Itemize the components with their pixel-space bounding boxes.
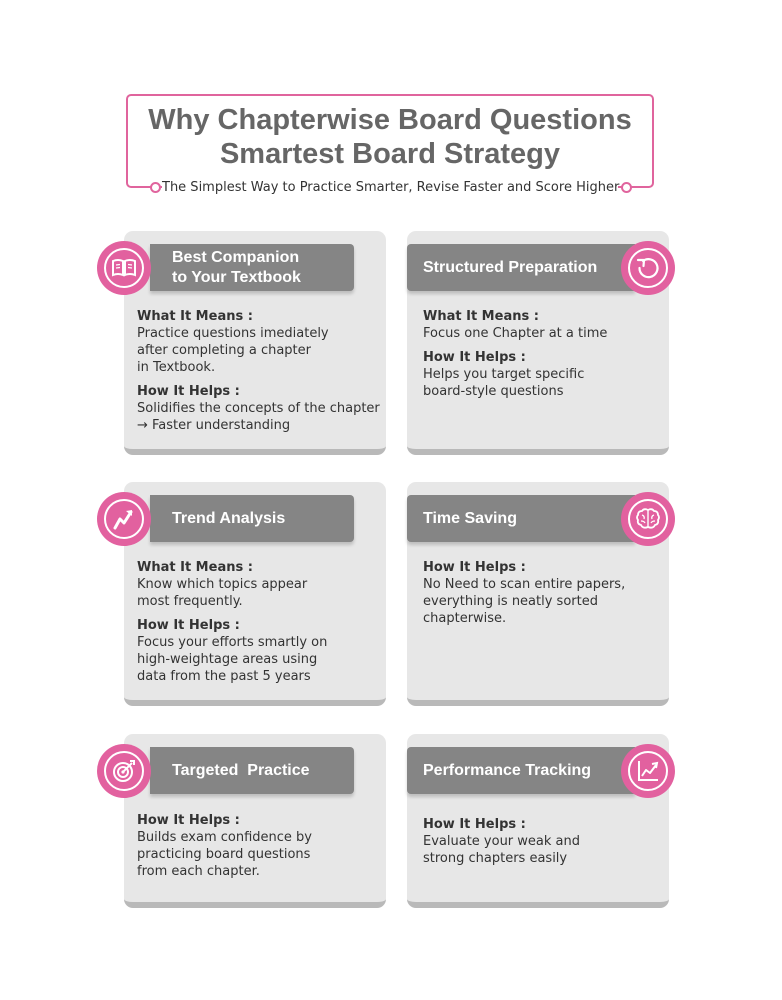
card-title: Targeted Practice <box>172 761 310 779</box>
helps-line: Focus your efforts smartly on <box>137 635 328 650</box>
card-title-bar <box>407 747 635 794</box>
card-title: Trend Analysis <box>172 509 286 527</box>
growth-chart-icon <box>635 758 661 784</box>
helps-line: from each chapter. <box>137 864 260 879</box>
title-line-2: Smartest Board Strategy <box>219 138 561 170</box>
helps-label: How It Helps : <box>137 813 240 828</box>
subtitle: The Simplest Way to Practice Smarter, Revise Faster and Score Higher <box>162 178 618 198</box>
target-badge <box>97 744 151 798</box>
means-line: Practice questions imediately <box>137 326 329 341</box>
helps-label: How It Helps : <box>137 384 240 399</box>
helps-label: How It Helps : <box>423 350 526 365</box>
card-title-bar <box>150 747 354 794</box>
helps-label: How It Helps : <box>423 560 526 575</box>
card-title-bar <box>407 244 635 291</box>
means-line: Know which topics appear <box>137 577 308 592</box>
means-line: most frequently. <box>137 594 243 609</box>
card-title-bar <box>407 495 635 542</box>
brain-icon <box>635 507 661 531</box>
target-icon <box>111 758 137 784</box>
card-body <box>137 308 380 434</box>
book-icon <box>111 258 137 278</box>
card-title-bar <box>150 244 354 291</box>
helps-line: No Need to scan entire papers, <box>423 577 626 592</box>
card-title-line-1: Best Companion <box>172 248 300 266</box>
book-badge <box>97 241 151 295</box>
helps-line: Helps you target specific <box>423 367 585 382</box>
means-line: Focus one Chapter at a time <box>423 326 608 341</box>
trend-badge <box>97 492 151 546</box>
page-title <box>126 103 654 171</box>
trend-up-icon <box>111 506 137 532</box>
helps-line: strong chapters easily <box>423 851 568 866</box>
helps-line: → Faster understanding <box>137 418 291 433</box>
helps-line: chapterwise. <box>423 611 507 626</box>
brain-badge <box>621 492 675 546</box>
means-label: What It Means : <box>423 309 539 324</box>
helps-line: Builds exam confidence by <box>137 830 313 845</box>
card-body <box>423 308 607 400</box>
title-line-1: Why Chapterwise Board Questions <box>148 104 632 136</box>
means-line: in Textbook. <box>137 360 216 375</box>
means-label: What It Means : <box>137 560 253 575</box>
card-title: Structured Preparation <box>423 258 598 276</box>
helps-line: everything is neatly sorted <box>423 594 598 609</box>
means-line: after completing a chapter <box>137 343 311 358</box>
card-title: Performance Tracking <box>423 761 592 779</box>
helps-line: Solidifies the concepts of the chapter <box>137 401 380 416</box>
card-title-bar <box>150 495 354 542</box>
card-body <box>137 812 312 880</box>
helps-label: How It Helps : <box>137 618 240 633</box>
refresh-badge <box>621 241 675 295</box>
card-body <box>423 559 625 627</box>
helps-line: data from the past 5 years <box>137 669 311 684</box>
means-label: What It Means : <box>137 309 253 324</box>
helps-line: high-weightage areas using <box>137 652 318 667</box>
card-body <box>137 559 327 685</box>
helps-line: practicing board questions <box>137 847 311 862</box>
growth-chart-badge <box>621 744 675 798</box>
helps-label: How It Helps : <box>423 817 526 832</box>
frame-dot-right <box>621 182 632 193</box>
helps-line: Evaluate your weak and <box>423 834 580 849</box>
helps-line: board-style questions <box>423 384 564 399</box>
card-title-line-2: to Your Textbook <box>172 268 301 286</box>
refresh-icon <box>635 255 661 281</box>
card-body <box>423 816 580 867</box>
card-title: Time Saving <box>423 509 517 527</box>
frame-dot-left <box>150 182 161 193</box>
